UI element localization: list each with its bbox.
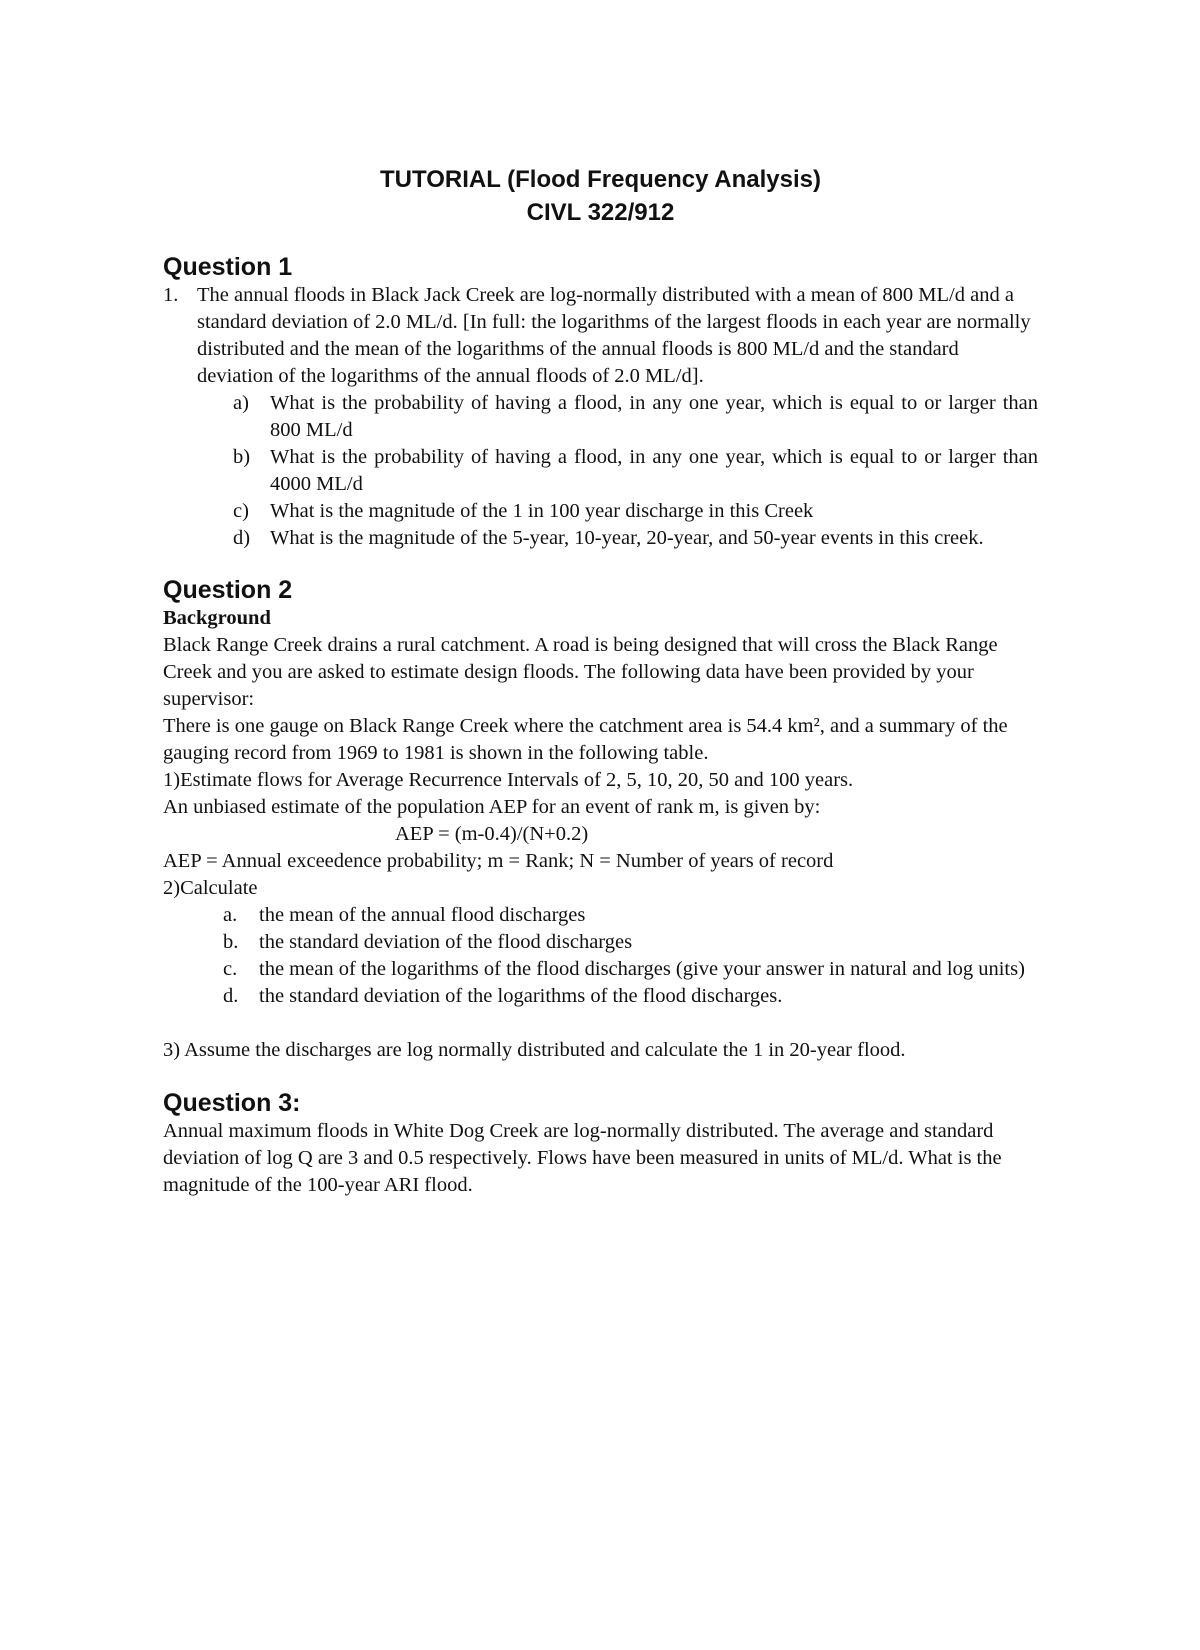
task-2-parts xyxy=(163,902,1038,1010)
question-1-part-a xyxy=(163,390,1038,444)
task-2: 2)Calculate xyxy=(163,877,258,899)
part-letter: d. xyxy=(223,985,239,1007)
part-letter: c) xyxy=(233,500,249,522)
question-1-part-b xyxy=(163,444,1038,498)
question-1-item xyxy=(163,282,1038,390)
aep-formula: AEP = (m-0.4)/(N+0.2) xyxy=(395,823,589,845)
question-1-part-c xyxy=(163,498,1038,525)
task-2-part-d xyxy=(163,983,1038,1010)
question-1-part-d xyxy=(163,525,1038,552)
part-text: What is the magnitude of the 5-year, 10-year, 20-year, and 50-year events in this creek. xyxy=(270,527,984,549)
part-letter: d) xyxy=(233,527,251,549)
question-1-item-number: 1. xyxy=(163,284,179,306)
question-2-heading: Question 2 xyxy=(163,576,293,604)
task-2-part-a xyxy=(163,902,1038,929)
part-text: What is the magnitude of the 1 in 100 year discharge in this Creek xyxy=(270,500,814,522)
part-text: the standard deviation of the logarithms of the flood discharges. xyxy=(259,985,783,1007)
part-text: What is the probability of having a flood, in any one year, which is equal to or larger than 800 ML/d xyxy=(270,392,1038,441)
background-paragraph: Black Range Creek drains a rural catchment. A road is being designed that will cross the Black Range Creek and you are asked to estimate design floods. The following data have been provided by your supervisor: xyxy=(163,634,998,710)
part-text: What is the probability of having a flood, in any one year, which is equal to or larger than 4000 ML/d xyxy=(270,446,1038,495)
gauge-paragraph: There is one gauge on Black Range Creek where the catchment area is 54.4 km², and a summary of the gauging record from 1969 to 1981 is shown in the following table. xyxy=(163,715,1008,764)
task-3: 3) Assume the discharges are log normally distributed and calculate the 1 in 20-year flood. xyxy=(163,1039,906,1061)
task-2-part-c xyxy=(163,956,1038,983)
aep-intro: An unbiased estimate of the population AEP for an event of rank m, is given by: xyxy=(163,796,821,818)
background-subheading: Background xyxy=(163,607,271,629)
part-letter: a) xyxy=(233,392,249,414)
document-body xyxy=(163,163,1038,1199)
part-text: the mean of the annual flood discharges xyxy=(259,904,586,926)
part-letter: b) xyxy=(233,446,251,468)
spacer xyxy=(163,1010,1038,1037)
course-code: CIVL 322/912 xyxy=(526,199,675,226)
question-3-text: Annual maximum floods in White Dog Creek are log-normally distributed. The average and standard deviation of log Q are 3 and 0.5 respectively. Flows have been measured in units of ML/d. What is the magnitude of the 100-year ARI flood. xyxy=(163,1120,1002,1196)
aep-definitions: AEP = Annual exceedence probability; m = Rank; N = Number of years of record xyxy=(163,850,834,872)
question-1-parts xyxy=(163,390,1038,552)
part-text: the standard deviation of the flood discharges xyxy=(259,931,633,953)
part-letter: c. xyxy=(223,958,238,980)
question-3-heading: Question 3: xyxy=(163,1089,301,1117)
task-2-part-b xyxy=(163,929,1038,956)
part-text: the mean of the logarithms of the flood discharges (give your answer in natural and log units) xyxy=(259,958,1025,980)
part-letter: a. xyxy=(223,904,238,926)
task-1: 1)Estimate flows for Average Recurrence Intervals of 2, 5, 10, 20, 50 and 100 years. xyxy=(163,769,854,791)
document-title: TUTORIAL (Flood Frequency Analysis) xyxy=(380,166,821,193)
question-1-text: The annual floods in Black Jack Creek are log-normally distributed with a mean of 800 ML/d and a standard deviation of 2.0 ML/d. [In full: the logarithms of the largest floods in each year are normally distributed and the mean of the logarithms of the annual floods is 800 ML/d and the standard deviation of the logarithms of the annual floods of 2.0 ML/d]. xyxy=(197,284,1031,387)
question-1-heading: Question 1 xyxy=(163,253,293,281)
part-letter: b. xyxy=(223,931,239,953)
